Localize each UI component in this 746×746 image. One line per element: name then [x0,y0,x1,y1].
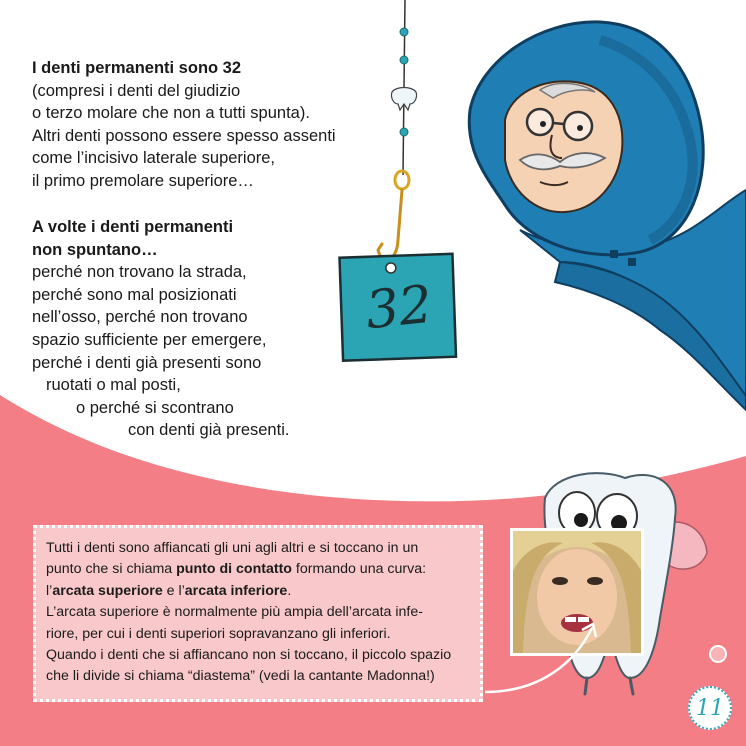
hooded-dentist-character [469,22,746,410]
info-line: riore, per cui i denti superiori sopravanzano gli inferiori. [46,625,391,642]
info-text-normal: formando una curva: [291,561,427,578]
curved-arrow-icon [470,610,610,700]
paragraph1-line: il primo premolare superiore… [32,172,254,190]
paragraph2-line: spazio sufficiente per emergere, [32,331,267,349]
info-text-normal: e l’ [162,582,185,599]
paragraph1-line: Altri denti possono essere spesso assenti [32,126,336,145]
paragraph2-heading: A volte i denti permanenti [32,218,234,236]
paragraph2-line: perché sono mal posizionati [32,285,237,304]
info-line [46,559,426,580]
fishing-hook-icon [378,190,402,260]
info-line: L’arcata superiore è normalmente più ampia dell’arcata infe- [46,604,423,621]
sign-number: 32 [362,274,436,342]
info-text-normal: . [287,582,292,599]
info-text-bold: arcata superiore [52,582,163,599]
paragraph1-line: (compresi i denti del giudizio [32,81,241,100]
paragraph2-line: nell’osso, perché non trovano [32,308,248,327]
info-line: che li divide si chiama “diastema” (vedi la cantante Madonna!) [46,668,435,685]
fishing-line [391,0,416,189]
paragraph1-heading: I denti permanenti sono 32 [32,59,242,77]
page-number: 11 [688,686,732,730]
info-text-normal: l’ [46,582,53,599]
info-line [46,581,291,602]
paragraph1-line: o terzo molare che non a tutti spunta). [32,104,310,123]
info-text-bold: arcata inferiore [184,582,288,599]
paragraph2-heading: non spuntano… [32,240,158,259]
info-line: Quando i denti che si affiancano non si toccano, il piccolo spazio [46,647,452,663]
paragraph2-line: perché non trovano la strada, [32,263,247,282]
paragraph2-line: o perché si scontrano [76,398,234,417]
paragraph2-line: ruotati o mal posti, [46,376,181,395]
paragraph2-line: perché i denti già presenti sono [32,353,262,372]
info-line: Tutti i denti sono affiancati gli uni agli altri e si toccano in un [46,540,419,556]
paragraph1-line: come l’incisivo laterale superiore, [32,149,276,168]
info-text-normal: punto che si chiama [46,561,177,578]
decorative-dot [709,645,727,663]
info-text-bold: punto di contatto [176,561,292,578]
paragraph2-line: con denti già presenti. [128,421,290,440]
